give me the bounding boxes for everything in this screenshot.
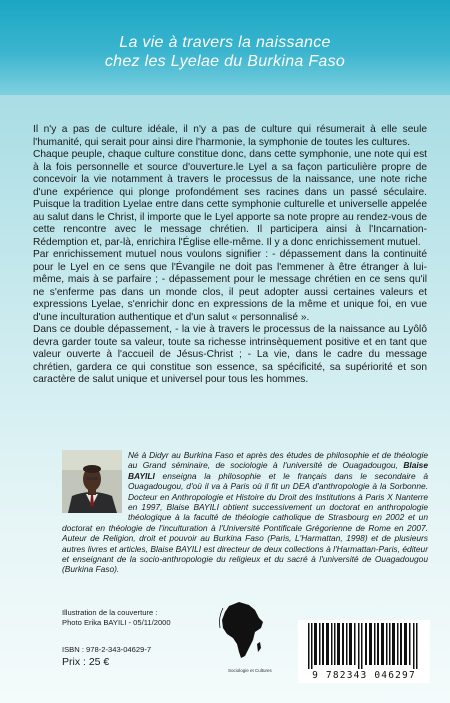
summary-paragraph: Il n'y a pas de culture idéale, il n'y a pas de culture qui résumerait à elle seule l'humanité, qui serait pour ainsi dire l'harmonie, la symphonie de toutes les cultures. <box>33 124 427 148</box>
barcode-bars-icon <box>298 620 430 670</box>
author-name: Blaise BAYILI <box>128 460 428 481</box>
credits-line-2: Photo Erika BAYILI - 05/11/2000 <box>62 617 171 627</box>
barcode <box>298 620 430 683</box>
title-line-1: La vie à travers la naissance <box>119 34 331 51</box>
title-line-2: chez les Lyelae du Burkina Faso <box>104 53 346 70</box>
barcode-number: 9 782343 046297 <box>312 670 416 681</box>
africa-map-logo-icon <box>217 598 267 670</box>
logo-caption: Sociologie et Cultures <box>228 668 272 673</box>
summary-paragraph: Chaque peuple, chaque culture constitue donc, dans cette symphonie, une note qui est à la fois personnelle et source d'ouverture.le Lyel a sa façon particulière propre de concevoir la vie notamment à travers le processus de la naissance, une note riche d'une expérience qui plonge profondément ses racines dans un passé séculaire. Puisque la tradition Lyelae entre dans cette symphonie culturelle et universelle appelée au salut dans le Christ, il importe que le Lyel apporte sa note propre au rendez-vous de cette rencontre avec le message chrétien. Il participera ainsi à l'Incarnation-Rédemption et, par-là, enrichira l'Église elle-même. Il y a donc enrichissement mutuel. <box>33 149 427 248</box>
price: Prix : 25 € <box>62 656 110 668</box>
credits-line-1: Illustration de la couverture : <box>62 608 158 617</box>
author-portrait-icon <box>62 450 122 513</box>
summary-paragraph: Par enrichissement mutuel nous voulons signifier : - dépassement dans la continuité pour le Lyel en ce sens que l'Évangile ne doit pas l'emmener à être étranger à lui-même, mais à se parfaire ; - dépassement pour le message chrétien en ce sens qu'il ne s'enferme pas dans un monde clos, il peut adopter aussi certaines valeurs et expressions Lyelae, s'enrichir donc en expressions de la même et unique foi, en vue d'une inculturation authentique et d'un salut « personnalisé ». <box>33 249 427 323</box>
book-title <box>20 33 430 71</box>
summary-paragraph: Dans ce double dépassement, - la vie à travers le processus de la naissance au Lyôlô devra garder toute sa valeur, toute sa richesse intrinsèquement positive et en tant que valeur ouverte à l'accueil de Jésus-Christ ; - La vie, dans le cadre du message chrétien, gardera ce qui constitue son essence, sa spécificité, sa supériorité et son caractère de salut unique et universel pour tous les hommes. <box>33 324 427 385</box>
author-photo <box>62 450 122 513</box>
summary-text <box>33 124 427 387</box>
isbn: ISBN : 978-2-343-04629-7 <box>62 645 152 654</box>
bio-text-part2: enseigna la philosophie et le français dans le secondaire à Ouagadougou, d'où il va à Paris où il fit un DEA d'anthropologie à la Sorbonne. Docteur en Anthropologie et Histoire du Droit des Institutions à Paris X Nanterre en 1997, Blaise BAYILI obtient successivement un doctorat en anthropologie théologique à la faculté de théologie catholique de Strasbourg en 2002 et un doctorat en théologie de l'inculturation à l'Université Pontificale Grégorienne de Rome en 2007. Auteur de Religion, droit et pouvoir au Burkina Faso (Paris, L'Harmattan, 1998) et de plusieurs autres livres et articles, Blaise BAYILI est directeur de deux collections à l'Harmattan-Paris, éditeur et enseignant de la socio-anthropologie du religieux et du sacré à l'université de Ouagadougou (Burkina Faso). <box>62 470 428 575</box>
cover-credits <box>62 608 202 627</box>
bio-text-part1: Né à Didyr au Burkina Faso et après des études de philosophie et de théologie au Grand séminaire, de sociologie à l'université de Ouagadougou, <box>128 450 428 471</box>
